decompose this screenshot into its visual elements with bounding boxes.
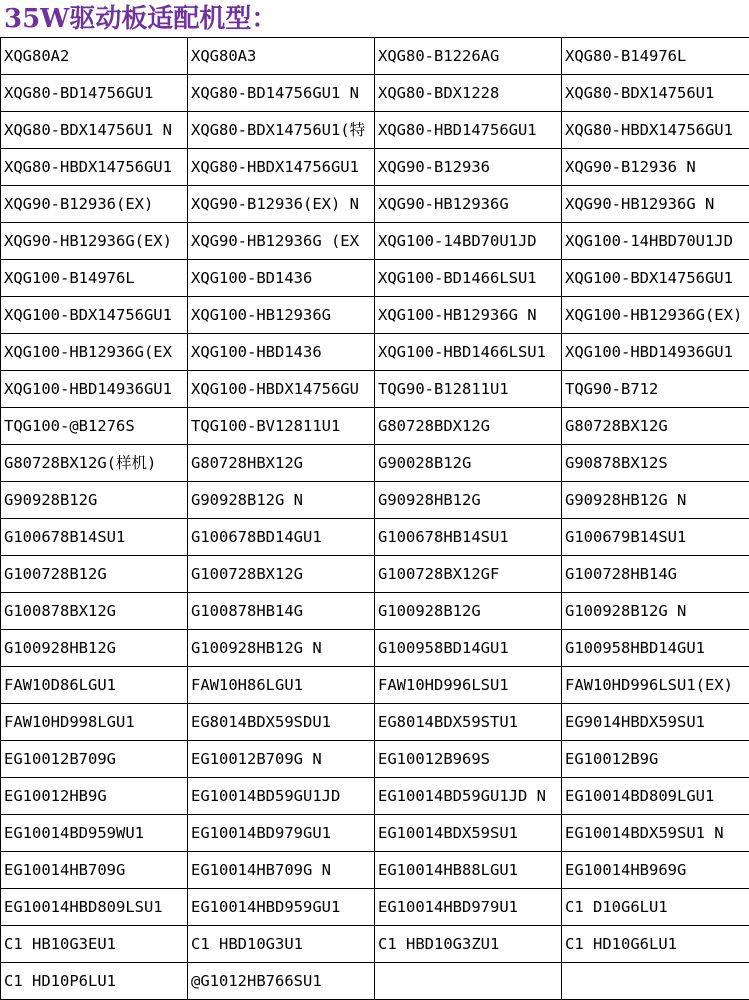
model-cell: XQG90-HB12936G(EX): [1, 223, 188, 260]
model-cell: XQG100-14HBD70U1JD: [562, 223, 749, 260]
model-cell: XQG90-HB12936G N: [562, 186, 749, 223]
model-cell: [562, 963, 749, 1000]
model-cell: XQG80-BDX14756U1 N: [1, 112, 188, 149]
model-cell: TQG90-B712: [562, 371, 749, 408]
model-cell: G90878BX12S: [562, 445, 749, 482]
model-cell: EG10012B969S: [375, 741, 562, 778]
model-cell: TQG90-B12811U1: [375, 371, 562, 408]
model-cell: G90928HB12G N: [562, 482, 749, 519]
model-cell: G100928HB12G N: [188, 630, 375, 667]
model-cell: G100728B12G: [1, 556, 188, 593]
model-cell: XQG80-HBDX14756GU1: [1, 149, 188, 186]
model-cell: TQG100-@B1276S: [1, 408, 188, 445]
model-cell: XQG80-BD14756GU1 N: [188, 75, 375, 112]
model-cell: XQG100-HB12936G N: [375, 297, 562, 334]
model-cell: FAW10HD996LSU1: [375, 667, 562, 704]
model-cell: EG8014BDX59STU1: [375, 704, 562, 741]
model-cell: EG10014BD979GU1: [188, 815, 375, 852]
model-cell: XQG80-BDX14756U1(特: [188, 112, 375, 149]
model-cell: G100878HB14G: [188, 593, 375, 630]
model-cell: XQG100-BD1466LSU1: [375, 260, 562, 297]
model-cell: G80728BDX12G: [375, 408, 562, 445]
model-cell: C1 HB10G3EU1: [1, 926, 188, 963]
model-cell: G100678B14SU1: [1, 519, 188, 556]
model-cell: EG10014HB88LGU1: [375, 852, 562, 889]
model-cell: C1 HBD10G3ZU1: [375, 926, 562, 963]
model-cell: EG10014HBD959GU1: [188, 889, 375, 926]
model-cell: XQG100-HBD14936GU1: [1, 371, 188, 408]
model-cell: XQG100-B14976L: [1, 260, 188, 297]
model-cell: EG10014BD809LGU1: [562, 778, 749, 815]
model-cell: XQG80-B1226AG: [375, 38, 562, 75]
model-cell: FAW10H86LGU1: [188, 667, 375, 704]
model-cell: G90928HB12G: [375, 482, 562, 519]
model-cell: G80728BX12G: [562, 408, 749, 445]
model-cell: XQG80-HBDX14756GU1: [188, 149, 375, 186]
model-cell: XQG100-14BD70U1JD: [375, 223, 562, 260]
model-cell: EG10014HB709G N: [188, 852, 375, 889]
model-cell: XQG80-BDX1228: [375, 75, 562, 112]
model-cell: XQG100-BDX14756GU1: [562, 260, 749, 297]
model-cell: XQG90-HB12936G (EX: [188, 223, 375, 260]
model-cell: G80728BX12G(样机): [1, 445, 188, 482]
model-cell: G100958BD14GU1: [375, 630, 562, 667]
model-cell: EG10012B709G N: [188, 741, 375, 778]
model-cell: G80728HBX12G: [188, 445, 375, 482]
model-cell: XQG90-B12936(EX) N: [188, 186, 375, 223]
model-cell: XQG80-HBDX14756GU1: [562, 112, 749, 149]
model-cell: XQG90-B12936(EX): [1, 186, 188, 223]
model-cell: FAW10HD998LGU1: [1, 704, 188, 741]
model-cell: @G1012HB766SU1: [188, 963, 375, 1000]
model-cell: XQG100-HBD1466LSU1: [375, 334, 562, 371]
model-cell: EG8014BDX59SDU1: [188, 704, 375, 741]
model-cell: XQG90-HB12936G: [375, 186, 562, 223]
model-cell: EG10012HB9G: [1, 778, 188, 815]
model-cell: G100928B12G: [375, 593, 562, 630]
model-cell: EG10012B9G: [562, 741, 749, 778]
model-cell: EG10014BD59GU1JD: [188, 778, 375, 815]
model-cell: EG10014BD59GU1JD N: [375, 778, 562, 815]
model-cell: G100678HB14SU1: [375, 519, 562, 556]
model-cell: EG10014BD959WU1: [1, 815, 188, 852]
model-cell: XQG100-BDX14756GU1: [1, 297, 188, 334]
model-cell: [375, 963, 562, 1000]
model-cell: C1 D10G6LU1: [562, 889, 749, 926]
model-cell: XQG100-HB12936G(EX: [1, 334, 188, 371]
model-cell: XQG90-B12936 N: [562, 149, 749, 186]
model-cell: XQG80A3: [188, 38, 375, 75]
model-cell: EG10014HBD979U1: [375, 889, 562, 926]
model-cell: G100878BX12G: [1, 593, 188, 630]
model-cell: G100928HB12G: [1, 630, 188, 667]
model-cell: XQG100-HBD14936GU1: [562, 334, 749, 371]
model-cell: XQG80-BD14756GU1: [1, 75, 188, 112]
model-cell: G100958HBD14GU1: [562, 630, 749, 667]
model-cell: EG10014BDX59SU1: [375, 815, 562, 852]
model-cell: G100728HB14G: [562, 556, 749, 593]
model-cell: G100678BD14GU1: [188, 519, 375, 556]
model-cell: EG10014HBD809LSU1: [1, 889, 188, 926]
model-cell: EG10014BDX59SU1 N: [562, 815, 749, 852]
model-cell: G90928B12G N: [188, 482, 375, 519]
model-cell: TQG100-BV12811U1: [188, 408, 375, 445]
model-cell: FAW10D86LGU1: [1, 667, 188, 704]
model-cell: C1 HBD10G3U1: [188, 926, 375, 963]
model-cell: XQG80A2: [1, 38, 188, 75]
model-cell: G90928B12G: [1, 482, 188, 519]
model-cell: EG10014HB709G: [1, 852, 188, 889]
model-table: [0, 37, 749, 1000]
model-cell: XQG90-B12936: [375, 149, 562, 186]
model-cell: C1 HD10G6LU1: [562, 926, 749, 963]
model-cell: EG10012B709G: [1, 741, 188, 778]
model-cell: G100928B12G N: [562, 593, 749, 630]
model-cell: XQG80-BDX14756U1: [562, 75, 749, 112]
model-cell: XQG100-HBDX14756GU: [188, 371, 375, 408]
model-cell: XQG100-BD1436: [188, 260, 375, 297]
model-cell: G100728BX12GF: [375, 556, 562, 593]
model-cell: XQG80-HBD14756GU1: [375, 112, 562, 149]
model-cell: G100679B14SU1: [562, 519, 749, 556]
model-cell: FAW10HD996LSU1(EX): [562, 667, 749, 704]
model-cell: XQG80-B14976L: [562, 38, 749, 75]
model-cell: XQG100-HB12936G(EX): [562, 297, 749, 334]
model-cell: XQG100-HBD1436: [188, 334, 375, 371]
model-cell: G100728BX12G: [188, 556, 375, 593]
model-cell: G90028B12G: [375, 445, 562, 482]
page-title: 35W驱动板适配机型：: [4, 4, 278, 34]
model-cell: EG10014HB969G: [562, 852, 749, 889]
model-cell: EG9014HBDX59SU1: [562, 704, 749, 741]
model-cell: XQG100-HB12936G: [188, 297, 375, 334]
model-cell: C1 HD10P6LU1: [1, 963, 188, 1000]
